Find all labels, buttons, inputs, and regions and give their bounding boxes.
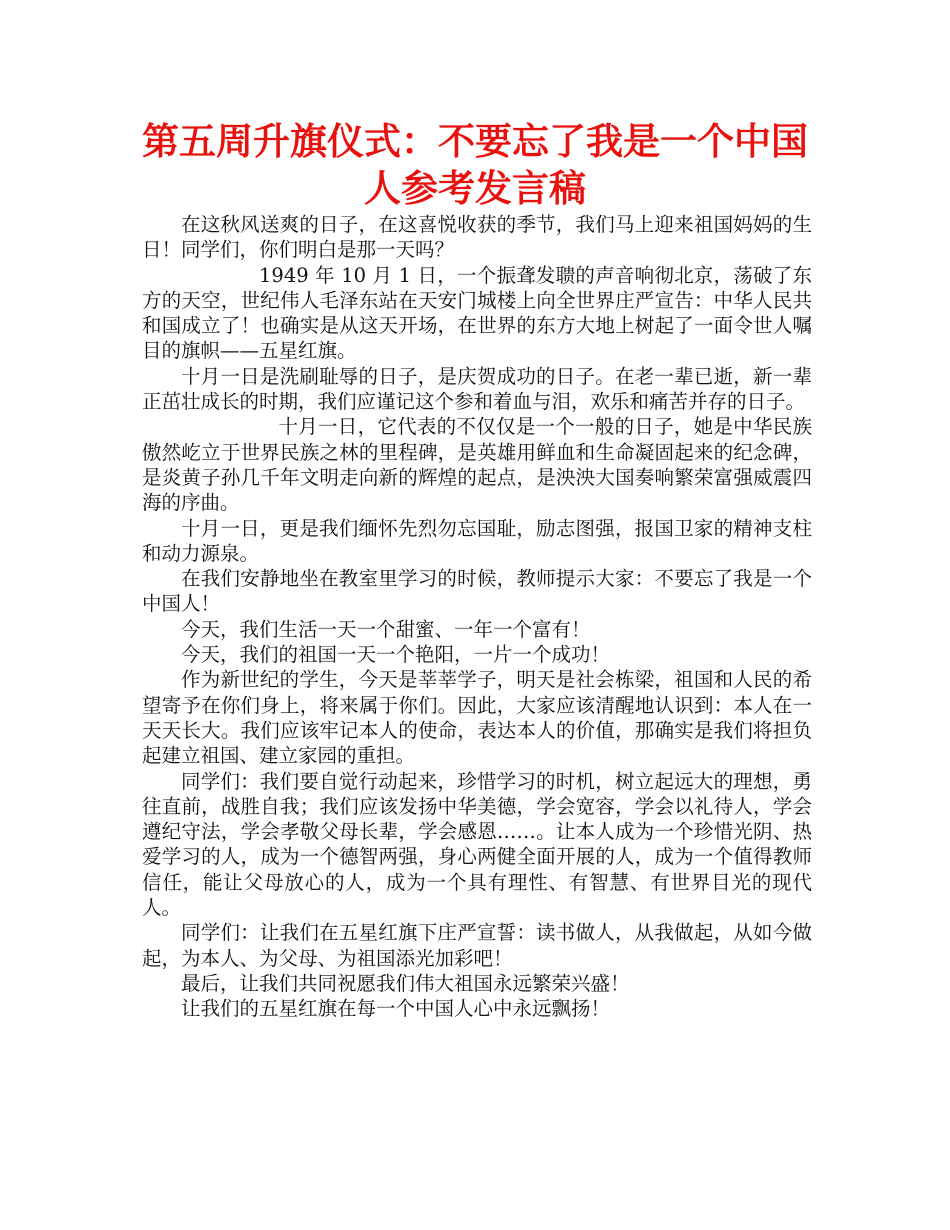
paragraph-8: 今天，我们的祖国一天一个艳阳，一片一个成功！ [181,643,611,667]
paragraph-11: 同学们：让我们在五星红旗下庄严宣誓：读书做人，从我做起，从如今做起，为本人、为父母、为祖国添光加彩吧！ [142,921,812,970]
paragraph-9: 作为新世纪的学生，今天是莘莘学子，明天是社会栋梁，祖国和人民的希望寄予在你们身上，将来属于你们。因此，大家应该清醒地认识到：本人在一天天长大。我们应该牢记本人的使命，表达本人的价值，那确实是我们将担负起建立祖国、建立家园的重担。 [142,668,812,768]
paragraph-3: 十月一日是洗刷耻辱的日子，是庆贺成功的日子。在老一辈已逝，新一辈正茁壮成长的时期，我们应谨记这个参和着血与泪，欢乐和痛苦并存的日子。 [142,364,812,414]
paragraph-10: 同学们：我们要自觉行动起来，珍惜学习的时机，树立起远大的理想，勇往直前，战胜自我；我们应该发扬中华美德，学会宽容，学会以礼待人，学会遵纪守法，学会孝敬父母长辈，学会感恩……。让本人成为一个珍惜光阴、热爱学习的人，成为一个德智两强，身心两健全面开展的人，成为一个值得教师信任，能让父母放心的人，成为一个具有理性、有智慧、有世界目光的现代人。 [142,769,812,920]
paragraph-6: 在我们安静地坐在教室里学习的时候，教师提示大家：不要忘了我是一个中国人！ [142,567,812,616]
paragraph-2: 1949 年 10 月 1 日，一个振聋发聩的声音响彻北京，荡破了东方的天空，世纪伟人毛泽东站在天安门城楼上向全世界庄严宣告：中华人民共和国成立了！也确实是从这天开场，在世界的东方大地上树起了一面令世人嘱目的旗帜——五星红旗。 [142,263,812,363]
paragraph-4: 十月一日，它代表的不仅仅是一个一般的日子，她是中华民族傲然屹立于世界民族之林的里程碑，是英雄用鲜血和生命凝固起来的纪念碑，是炎黄子孙几千年文明走向新的辉煌的起点，是泱泱大国奏响繁荣富强威震四海的序曲。 [142,415,812,515]
paragraph-7: 今天，我们生活一天一个甜蜜、一年一个富有！ [181,617,591,641]
speech-body [142,212,812,1022]
paragraph-13: 让我们的五星红旗在每一个中国人心中永远飘扬！ [181,997,611,1021]
paragraph-1: 在这秋风送爽的日子，在这喜悦收获的季节，我们马上迎来祖国妈妈的生日！同学们，你们明白是那一天吗？ [142,213,812,262]
paragraph-12: 最后，让我们共同祝愿我们伟大祖国永远繁荣兴盛！ [181,971,630,995]
paragraph-5: 十月一日，更是我们缅怀先烈勿忘国耻，励志图强，报国卫家的精神支柱和动力源泉。 [142,516,812,565]
page-title: 第五周升旗仪式：不要忘了我是一个中国人参考发言稿 [142,120,808,210]
